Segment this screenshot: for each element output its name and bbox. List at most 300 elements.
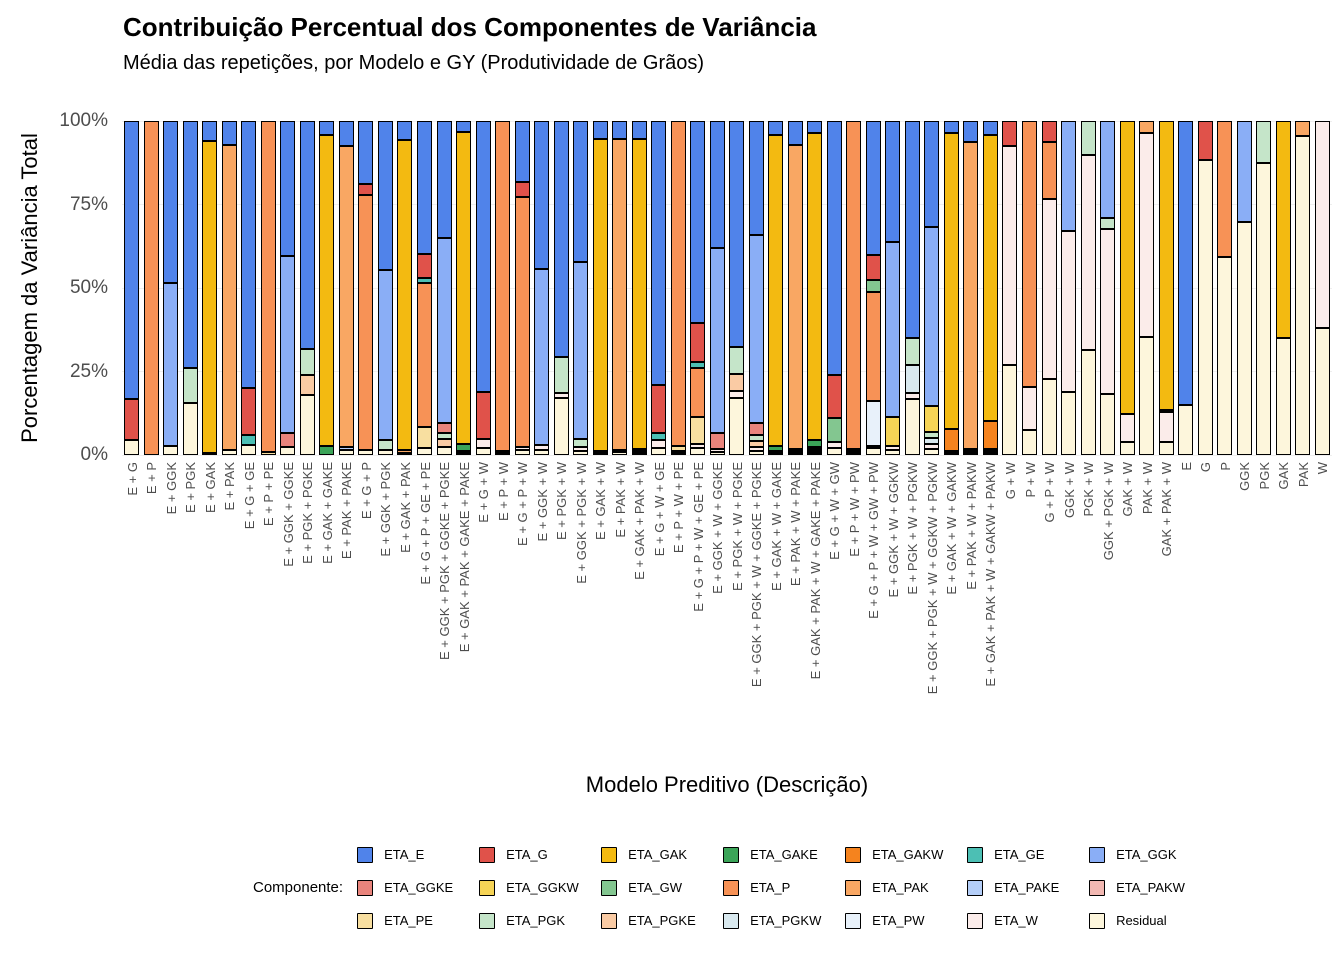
bar <box>632 121 647 455</box>
legend-item-ETA_E <box>357 847 479 863</box>
legend-swatch-icon <box>723 880 739 896</box>
bar-segment-ETA_P <box>671 121 686 446</box>
legend-swatch-icon <box>479 847 495 863</box>
bar-segment-Residual <box>1256 163 1271 455</box>
x-tick-label: E + PGK + PGKE <box>300 462 316 564</box>
legend-item-ETA_GE <box>967 847 1089 863</box>
legend-item-ETA_PGKW <box>723 913 845 929</box>
x-tick-label: G + P + W <box>1042 462 1058 523</box>
legend-label: ETA_PGKW <box>750 913 822 928</box>
bar <box>554 121 569 455</box>
x-tick-label: E <box>1178 462 1194 471</box>
bar-segment-ETA_PGK <box>729 347 744 374</box>
bar-segment-Residual <box>554 398 569 455</box>
bar-segment-Residual <box>573 451 588 455</box>
bar-segment-Residual <box>729 398 744 455</box>
bar-segment-Residual <box>1002 365 1017 455</box>
bar-segment-ETA_G <box>358 184 373 196</box>
bar <box>1061 121 1076 455</box>
bar <box>573 121 588 455</box>
bar-segment-Residual <box>1237 222 1252 455</box>
bar-segment-ETA_P <box>417 283 432 427</box>
bar-segment-ETA_E <box>632 121 647 139</box>
bar-segment-Residual <box>1159 442 1174 455</box>
bar-segment-Residual <box>515 450 530 455</box>
bar-segment-ETA_GGK <box>1100 121 1115 218</box>
bar-segment-ETA_W <box>1100 229 1115 393</box>
bar-segment-Residual <box>671 453 686 455</box>
legend-label: ETA_GGK <box>1116 847 1177 862</box>
bar-segment-ETA_GAK <box>1120 121 1135 414</box>
legend-item-ETA_GAKW <box>845 847 967 863</box>
bar <box>1217 121 1232 455</box>
bar <box>1276 121 1291 455</box>
bar-segment-ETA_W <box>1120 414 1135 442</box>
legend-swatch-icon <box>845 847 861 863</box>
x-tick-label: E + GAK <box>202 462 218 513</box>
bar-segment-ETA_P <box>515 197 530 446</box>
bar <box>768 121 783 455</box>
bar-segment-Residual <box>437 447 452 455</box>
bar <box>183 121 198 455</box>
bar-segment-Residual <box>651 448 666 455</box>
bar-segment-ETA_E <box>241 121 256 388</box>
bar-segment-Residual <box>397 453 412 455</box>
legend-label: ETA_PW <box>872 913 925 928</box>
bar <box>1139 121 1154 455</box>
bar-segment-ETA_E <box>300 121 315 349</box>
legend-label: ETA_GGKE <box>384 880 454 895</box>
legend-item-ETA_W <box>967 913 1089 929</box>
bar-segment-Residual <box>183 403 198 455</box>
bar <box>807 121 822 455</box>
bar-segment-ETA_PGK <box>1256 121 1271 163</box>
bar-segment-Residual <box>495 453 510 455</box>
x-tick-label: E + G + W + GE <box>651 462 667 557</box>
bar-segment-ETA_PE <box>690 417 705 444</box>
bar-segment-Residual <box>1217 257 1232 455</box>
bar-segment-Residual <box>202 453 217 455</box>
bar <box>1100 121 1115 455</box>
bar-segment-Residual <box>417 448 432 455</box>
bar <box>222 121 237 455</box>
bar-segment-ETA_PGK <box>1081 121 1096 155</box>
bar-segment-ETA_G <box>827 375 842 418</box>
legend-label: ETA_P <box>750 880 791 895</box>
legend-swatch-icon <box>723 913 739 929</box>
x-tick-label: PGK <box>1256 462 1272 490</box>
bar-segment-ETA_E <box>749 121 764 235</box>
bar-segment-ETA_PGKE <box>729 374 744 391</box>
bar-segment-ETA_G <box>1198 121 1213 160</box>
bar-segment-ETA_GGK <box>437 238 452 422</box>
x-tick-label: E + GGK + PGK + W <box>573 462 589 584</box>
bar-segment-ETA_GGKW <box>885 417 900 446</box>
bar <box>690 121 705 455</box>
bar-segment-ETA_G <box>124 399 139 440</box>
legend-item-ETA_GGK <box>1089 847 1211 863</box>
bar-segment-ETA_E <box>807 121 822 133</box>
legend-swatch-icon <box>601 913 617 929</box>
bar-segment-ETA_P <box>1042 142 1057 199</box>
bar-segment-ETA_E <box>963 121 978 142</box>
x-tick-label: E + P <box>144 462 160 495</box>
bar <box>515 121 530 455</box>
x-tick-label: P <box>1217 462 1233 471</box>
legend-item-ETA_GGKW <box>479 880 601 896</box>
bar <box>983 121 998 455</box>
legend-swatch-icon <box>967 880 983 896</box>
x-tick-label: E + PGK + W + PGKW <box>905 462 921 595</box>
legend-label: ETA_GE <box>994 847 1045 862</box>
bar-segment-ETA_E <box>515 121 530 182</box>
bar-segment-ETA_GGKE <box>437 423 452 433</box>
bar-segment-ETA_E <box>124 121 139 399</box>
bar-segment-ETA_PGK <box>183 368 198 403</box>
legend-label: ETA_GW <box>628 880 682 895</box>
bar-segment-ETA_E <box>651 121 666 385</box>
bar <box>827 121 842 455</box>
bar-segment-Residual <box>944 453 959 455</box>
bar-segment-ETA_PAK <box>612 139 627 449</box>
bar-segment-ETA_GGK <box>924 227 939 406</box>
bar-segment-ETA_W <box>905 393 920 400</box>
bar-segment-ETA_GGK <box>163 283 178 446</box>
bar <box>202 121 217 455</box>
bar-segment-Residual <box>1295 136 1310 455</box>
bar-segment-ETA_PAK <box>788 145 803 449</box>
bar-segment-Residual <box>807 453 822 455</box>
legend-label: ETA_PAK <box>872 880 929 895</box>
bar-segment-ETA_GAK <box>807 133 822 440</box>
bar-segment-ETA_PAK <box>1139 121 1154 133</box>
bar-segment-ETA_E <box>554 121 569 357</box>
y-tick-label: 100% <box>59 110 108 131</box>
bar-segment-Residual <box>866 448 881 455</box>
x-tick-label: E + GAK + W + GAKW <box>944 462 960 595</box>
legend-label: ETA_PE <box>384 913 433 928</box>
legend-label: ETA_PGK <box>506 913 566 928</box>
x-tick-label: E + P + W + PE <box>671 462 687 554</box>
x-tick-label: G + W <box>1002 462 1018 500</box>
bar-segment-ETA_E <box>612 121 627 139</box>
bar-segment-ETA_G <box>866 255 881 280</box>
legend-item-ETA_GW <box>601 880 723 896</box>
bar-segment-ETA_GE <box>241 435 256 445</box>
legend-item-ETA_PW <box>845 913 967 929</box>
x-tick-label: GAK + W <box>1120 462 1136 517</box>
bar-segment-ETA_E <box>319 121 334 135</box>
bar <box>1042 121 1057 455</box>
bar <box>866 121 881 455</box>
bar-segment-Residual <box>768 453 783 455</box>
bar-segment-ETA_W <box>476 439 491 447</box>
bar-segment-Residual <box>612 452 627 455</box>
legend-swatch-icon <box>1089 913 1105 929</box>
bar-segment-ETA_PW <box>866 401 881 446</box>
bar <box>749 121 764 455</box>
bar-segment-ETA_PGK <box>554 357 569 393</box>
bar <box>1315 121 1330 455</box>
bar-segment-ETA_GAK <box>593 139 608 451</box>
bar-segment-Residual <box>1120 442 1135 455</box>
x-tick-label: E + G + P + W + GW + PW <box>866 462 882 619</box>
bar-segment-ETA_G <box>690 323 705 361</box>
x-tick-label: E + GAK + PAK + W + GAKE + PAKE <box>807 462 823 680</box>
bar-segment-Residual <box>749 451 764 455</box>
legend-swatch-icon <box>845 880 861 896</box>
bar <box>1178 121 1193 455</box>
bar-segment-Residual <box>1022 430 1037 455</box>
bar-segment-ETA_W <box>1022 387 1037 430</box>
bar-segment-ETA_PGK <box>1100 218 1115 229</box>
bar-segment-Residual <box>222 450 237 455</box>
bar-segment-ETA_E <box>378 121 393 270</box>
bar-segment-ETA_PE <box>261 452 276 455</box>
bar-segment-Residual <box>358 450 373 455</box>
bar-segment-ETA_P <box>1217 121 1232 257</box>
bar-segment-ETA_G <box>1002 121 1017 146</box>
bar-segment-Residual <box>124 440 139 455</box>
bar-segment-ETA_G <box>651 385 666 433</box>
legend-label: ETA_PAKE <box>994 880 1060 895</box>
bar-segment-Residual <box>846 453 861 455</box>
x-tick-label: GAK <box>1276 462 1292 490</box>
bar-segment-ETA_E <box>456 121 471 132</box>
legend-swatch-icon <box>1089 880 1105 896</box>
bar <box>924 121 939 455</box>
bar-segment-ETA_PGK <box>905 338 920 365</box>
bar <box>476 121 491 455</box>
bar-segment-ETA_PE <box>417 427 432 448</box>
bar-segment-ETA_GAKE <box>807 440 822 447</box>
x-tick-label: E + P + W + PW <box>846 462 862 557</box>
x-axis-ticks <box>122 462 1332 762</box>
x-tick-label: E + G <box>124 462 140 496</box>
bar-segment-Residual <box>1139 337 1154 455</box>
y-tick-label: 75% <box>69 193 108 215</box>
bar <box>456 121 471 455</box>
bar-segment-ETA_PAK <box>1295 121 1310 136</box>
bar-segment-ETA_PGK <box>437 433 452 440</box>
bar <box>437 121 452 455</box>
bar-segment-ETA_E <box>905 121 920 338</box>
bar-segment-ETA_E <box>183 121 198 368</box>
bar-segment-ETA_E <box>768 121 783 135</box>
bar-segment-ETA_E <box>573 121 588 262</box>
x-tick-label: E + PAK + W <box>612 462 628 538</box>
bar-segment-Residual <box>905 399 920 455</box>
legend-label: ETA_PAKW <box>1116 880 1185 895</box>
legend-grid <box>357 838 1211 937</box>
bar-segment-ETA_E <box>202 121 217 141</box>
bar <box>319 121 334 455</box>
bar <box>1081 121 1096 455</box>
y-tick-label: 50% <box>69 277 108 298</box>
x-tick-label: E + G + W + GW <box>827 462 843 560</box>
bar-segment-ETA_E <box>983 121 998 135</box>
bar-segment-Residual <box>339 450 354 455</box>
x-tick-label: E + GGK + PGK + GGKE + PGKE <box>437 462 453 660</box>
x-tick-label: PAK <box>1295 462 1311 488</box>
legend-label: ETA_E <box>384 847 425 862</box>
bar-segment-Residual <box>827 448 842 455</box>
legend-label: ETA_GAKE <box>750 847 818 862</box>
bar-segment-Residual <box>1042 379 1057 455</box>
bar-segment-ETA_GAKE <box>456 444 471 451</box>
legend-swatch-icon <box>967 847 983 863</box>
bar-segment-Residual <box>280 447 295 455</box>
x-tick-label: GAK + PAK + W <box>1159 462 1175 557</box>
x-tick-label: E + PGK + W + PGKE <box>729 462 745 591</box>
x-tick-label: E + G + P + GE + PE <box>417 462 433 585</box>
bar-segment-ETA_GGKW <box>924 406 939 432</box>
x-tick-label: E + G + P + W + GE + PE <box>690 462 706 612</box>
legend-item-Residual <box>1089 913 1211 929</box>
bar-segment-ETA_P <box>846 121 861 449</box>
bar-segment-ETA_PAK <box>339 146 354 446</box>
x-tick-label: E + GAK + PAK + W <box>632 462 648 580</box>
bar-segment-ETA_P <box>144 121 159 455</box>
legend-item-ETA_G <box>479 847 601 863</box>
legend-swatch-icon <box>479 913 495 929</box>
bar-segment-Residual <box>1315 328 1330 455</box>
bar <box>300 121 315 455</box>
x-tick-label: E + G + GE <box>241 462 257 530</box>
bar-segment-ETA_G <box>476 392 491 440</box>
bar-segment-Residual <box>1061 392 1076 455</box>
bar-segment-ETA_E <box>885 121 900 242</box>
legend-item-ETA_GAKE <box>723 847 845 863</box>
legend-label: Residual <box>1116 913 1167 928</box>
chart-title: Contribuição Percentual dos Componentes de Variância <box>123 12 817 42</box>
legend-item-ETA_PE <box>357 913 479 929</box>
y-axis-title: Porcentagem da Variância Total <box>17 133 42 443</box>
bar-segment-Residual <box>710 452 725 455</box>
bar-segment-Residual <box>300 395 315 455</box>
legend-item-ETA_PGK <box>479 913 601 929</box>
bar <box>417 121 432 455</box>
legend-label: ETA_GAK <box>628 847 688 862</box>
bar-segment-ETA_GAKW <box>983 421 998 449</box>
bar <box>163 121 178 455</box>
bar-segment-ETA_E <box>163 121 178 283</box>
legend <box>253 838 1211 937</box>
x-tick-label: E + PGK <box>183 462 199 513</box>
bar-segment-Residual <box>1100 394 1115 455</box>
bar-segment-ETA_GGK <box>378 270 393 440</box>
bar-segment-ETA_GGKE <box>749 423 764 435</box>
bar-segment-Residual <box>534 450 549 455</box>
bar-segment-ETA_W <box>1002 146 1017 365</box>
bar-segment-ETA_G <box>417 254 432 278</box>
bar-segment-ETA_GAK <box>202 141 217 453</box>
x-tick-label: G <box>1198 462 1214 473</box>
bar-segment-ETA_GGKE <box>710 433 725 449</box>
x-tick-label: GGK <box>1237 462 1253 491</box>
bar-segment-ETA_GW <box>827 418 842 441</box>
x-tick-label: E + GGK <box>163 462 179 515</box>
bar-segment-ETA_GAK <box>1159 121 1174 410</box>
bar-segment-ETA_W <box>729 391 744 398</box>
bar-segment-ETA_GGK <box>1061 121 1076 231</box>
bar-segment-ETA_E <box>1178 121 1193 405</box>
bar <box>378 121 393 455</box>
bar-segment-ETA_P <box>690 368 705 417</box>
bar-segment-ETA_PGKE <box>437 439 452 447</box>
bar <box>1295 121 1310 455</box>
bar-segment-ETA_W <box>1159 412 1174 442</box>
x-tick-label: W <box>1315 462 1331 475</box>
bar-segment-ETA_W <box>827 442 842 449</box>
bar-segment-Residual <box>924 449 939 455</box>
x-tick-label: P + W <box>1022 462 1038 498</box>
bar-segment-ETA_GAK <box>456 132 471 444</box>
legend-label: ETA_W <box>994 913 1038 928</box>
bar-segment-ETA_GAK <box>632 139 647 449</box>
x-tick-label: E + GGK + PGK + W + GGKE + PGKE <box>749 462 765 688</box>
x-tick-label: E + P + W <box>495 462 511 522</box>
bar-segment-ETA_GGK <box>749 235 764 423</box>
bar-segment-ETA_GAKW <box>944 429 959 451</box>
bar-segment-ETA_E <box>593 121 608 139</box>
bar-segment-ETA_GAKE <box>319 446 334 455</box>
bar-segment-ETA_W <box>1061 231 1076 392</box>
bar-segment-ETA_E <box>339 121 354 146</box>
x-tick-label: E + GGK + W + GGKE <box>710 462 726 594</box>
plot-area <box>122 121 1332 455</box>
x-tick-label: E + PGK + W <box>554 462 570 541</box>
bar-segment-ETA_P <box>358 195 373 450</box>
bar-segment-ETA_GW <box>866 280 881 292</box>
bar-segment-ETA_E <box>437 121 452 238</box>
bar-segment-ETA_PGKW <box>924 438 939 445</box>
bar <box>944 121 959 455</box>
bar-segment-Residual <box>885 450 900 455</box>
bar <box>534 121 549 455</box>
legend-item-ETA_PAKE <box>967 880 1089 896</box>
bar <box>1159 121 1174 455</box>
legend-swatch-icon <box>601 847 617 863</box>
bar <box>671 121 686 455</box>
x-tick-label: E + GGK + PGK + W + GGKW + PGKW <box>924 462 940 695</box>
bar-segment-ETA_GGKE <box>280 433 295 448</box>
bar-segment-ETA_E <box>788 121 803 145</box>
bar-segment-ETA_E <box>924 121 939 227</box>
x-tick-label: GGK + PGK + W <box>1100 462 1116 561</box>
bar <box>261 121 276 455</box>
bar <box>651 121 666 455</box>
bar-segment-ETA_E <box>222 121 237 145</box>
legend-title: Componente: <box>253 879 344 896</box>
bar-segment-ETA_E <box>280 121 295 256</box>
bar-segment-Residual <box>241 445 256 455</box>
bar <box>885 121 900 455</box>
legend-swatch-icon <box>601 880 617 896</box>
bar-segment-Residual <box>632 453 647 455</box>
bar-segment-Residual <box>593 453 608 455</box>
bar-segment-ETA_G <box>515 182 530 197</box>
bar-segment-ETA_E <box>358 121 373 184</box>
bar <box>788 121 803 455</box>
bar-segment-ETA_E <box>729 121 744 347</box>
bar <box>710 121 725 455</box>
bar <box>241 121 256 455</box>
bar-segment-ETA_GGK <box>1237 121 1252 222</box>
bar-segment-Residual <box>1276 338 1291 455</box>
x-axis-title: Modelo Preditivo (Descrição) <box>585 772 869 797</box>
legend-swatch-icon <box>479 880 495 896</box>
